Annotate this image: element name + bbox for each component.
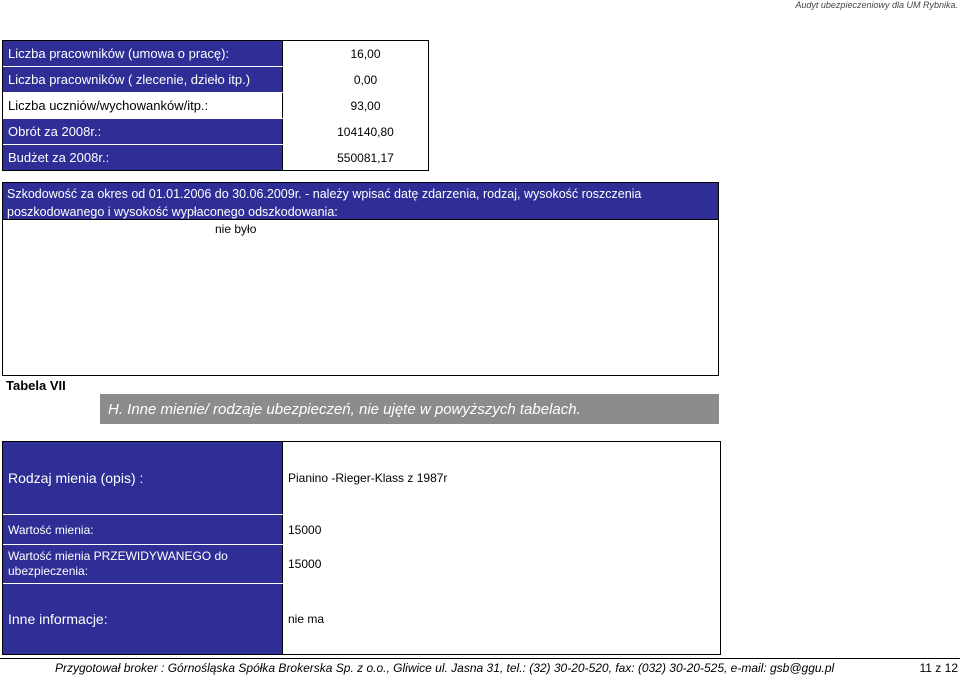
stat-label: Obrót za 2008r.: [3,119,282,144]
stat-value: 16,00 [282,41,428,66]
stat-value: 104140,80 [282,119,428,144]
stat-value: 550081,17 [282,145,428,170]
table-row [3,118,428,144]
stat-value: 0,00 [282,67,428,92]
property-type-value: Pianino -Rieger-Klass z 1987r [282,442,720,514]
insured-value-value: 15000 [282,545,720,583]
table-row [3,583,720,654]
property-table [2,441,721,655]
footer-divider [0,658,960,659]
document-header: Audyt ubezpieczeniowy dla UM Rybnika. [795,0,958,10]
claims-box [2,220,719,376]
table-row [3,544,720,583]
insured-value-label: Wartość mienia PRZEWIDYWANEGO do ubezpieczenia: [3,545,282,583]
table-row [3,41,428,66]
property-value-label: Wartość mienia: [3,515,282,544]
table-row [3,514,720,544]
claims-heading-line2: poszkodowanego i wysokość wypłaconego odszkodowania: [7,205,338,219]
property-value-value: 15000 [282,515,720,544]
table-title: Tabela VII [6,378,66,393]
table-row [3,66,428,92]
property-type-label: Rodzaj mienia (opis) : [3,442,282,514]
other-info-value: nie ma [282,584,720,654]
section-heading: H. Inne mienie/ rodzaje ubezpieczeń, nie ujęte w powyższych tabelach. [100,394,719,424]
table-row [3,442,720,514]
footer-text: Przygotował broker : Górnośląska Spółka Brokerska Sp. z o.o., Gliwice ul. Jasna 31, tel.: (32) 30-20-520, fax: (032) 30-20-525, e-mail: gsb@ggu.pl [55,661,835,675]
stats-table [2,40,429,171]
claims-value: nie było [215,222,257,236]
stat-value: 93,00 [282,93,428,118]
other-info-label: Inne informacje: [3,584,282,654]
claims-heading-line1: Szkodowość za okres od 01.01.2006 do 30.06.2009r. - należy wpisać datę zdarzenia, rodzaj, wysokość roszczenia [7,187,642,201]
stat-label: Liczba uczniów/wychowanków/itp.: [3,93,282,118]
table-row [3,92,428,118]
stat-label: Budżet za 2008r.: [3,145,282,170]
table-row [3,144,428,170]
stat-label: Liczba pracowników (umowa o pracę): [3,41,282,66]
stat-label: Liczba pracowników ( zlecenie, dzieło itp.) [3,67,282,92]
claims-heading [2,182,719,220]
page-number: 11 z 12 [919,661,958,675]
